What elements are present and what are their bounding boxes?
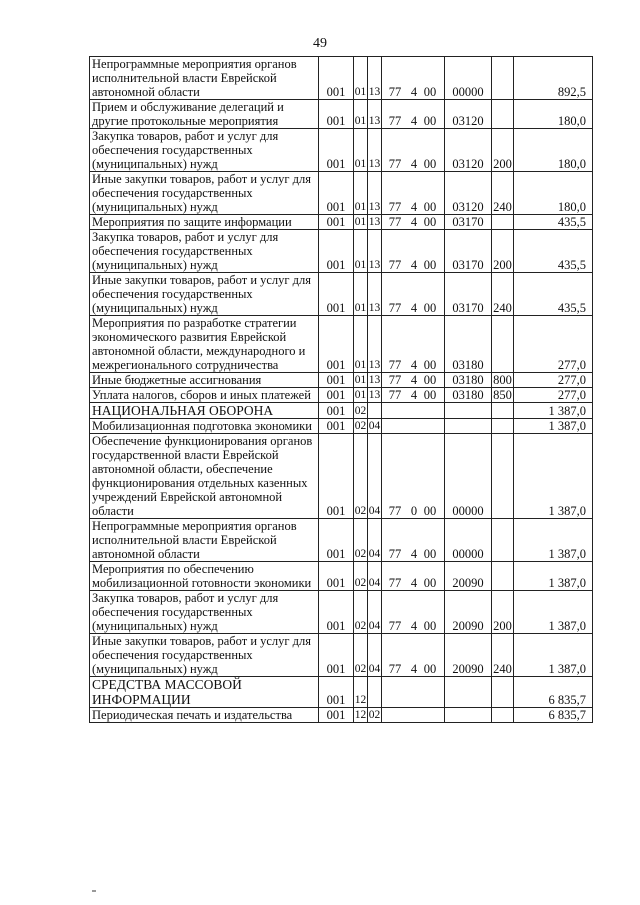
target-article-part: 77: [388, 547, 402, 561]
expense-type-code: [492, 57, 514, 100]
table-row: [90, 172, 593, 215]
target-article-part: 00: [423, 547, 437, 561]
target-article-code: [382, 419, 445, 434]
amount: 1 387,0: [514, 519, 593, 562]
target-article-part: 00: [423, 157, 437, 171]
subsection-code: 13: [368, 172, 382, 215]
row-name: Мероприятия по защите информации: [90, 215, 319, 230]
amount: 1 387,0: [514, 634, 593, 677]
subsection-code: 04: [368, 634, 382, 677]
target-article-part: 4: [410, 388, 418, 402]
target-article-part: 00: [423, 576, 437, 590]
subsection-code: 13: [368, 216, 381, 228]
target-article-part: 4: [410, 576, 418, 590]
target-article-part: 77: [388, 157, 402, 171]
target-article-part: 77: [388, 200, 402, 214]
subsection-code: 04: [368, 591, 382, 634]
table-row: [90, 273, 593, 316]
table-row: [90, 403, 593, 419]
row-name: Закупка товаров, работ и услуг для обеспечения государственных (муниципальных) нужд: [90, 591, 319, 634]
admin-code: 001: [319, 172, 354, 215]
target-article-part: 77: [388, 373, 402, 387]
target-article-part: 00: [423, 200, 437, 214]
page-number: 49: [313, 36, 327, 51]
admin-code: 001: [319, 388, 354, 403]
table-row: [90, 230, 593, 273]
subsection-code: 04: [368, 519, 382, 562]
expense-type-code: 850: [493, 388, 512, 402]
section-code: 01: [354, 216, 367, 228]
target-article-suffix: 03180: [445, 388, 492, 403]
target-article-part: 77: [388, 215, 402, 229]
row-name: Периодическая печать и издательства: [90, 708, 319, 723]
expense-type-code: [492, 562, 514, 591]
admin-code: 001: [319, 562, 354, 591]
pencil-mark: [92, 890, 96, 892]
target-article-suffix: 00000: [445, 519, 492, 562]
admin-code: 001: [319, 434, 354, 519]
amount: 1 387,0: [514, 562, 593, 591]
amount: 1 387,0: [514, 434, 593, 519]
section-code: 01: [354, 129, 368, 172]
expense-type-code: [492, 100, 514, 129]
subsection-code: [368, 677, 382, 708]
target-article-suffix: 03120: [445, 172, 492, 215]
target-article-part: 4: [410, 547, 418, 561]
section-code: 02: [354, 434, 368, 519]
target-article-part: 00: [423, 114, 437, 128]
target-article-code: [382, 591, 445, 634]
subsection-code: 04: [368, 562, 382, 591]
target-article-code: [382, 519, 445, 562]
target-article-part: 0: [410, 504, 418, 518]
row-name: Закупка товаров, работ и услуг для обеспечения государственных (муниципальных) нужд: [90, 230, 319, 273]
table-row: [90, 708, 593, 723]
expense-type-code: 240: [492, 634, 514, 677]
expense-type-code: [492, 708, 514, 723]
section-code: 02: [354, 519, 368, 562]
amount: 1 387,0: [514, 591, 593, 634]
expense-type-code: 800: [493, 373, 512, 387]
section-code: 02: [354, 562, 368, 591]
admin-code: 001: [319, 57, 354, 100]
expense-type-code: [492, 434, 514, 519]
budget-table: [89, 56, 593, 723]
target-article-part: 4: [410, 200, 418, 214]
target-article-suffix: 20090: [445, 634, 492, 677]
row-name: Мероприятия по разработке стратегии экономического развития Еврейской автономной области, международного и межрегионального сотрудничества: [90, 316, 319, 373]
table-row: [90, 419, 593, 434]
target-article-suffix: 03120: [445, 100, 492, 129]
target-article-part: 4: [410, 619, 418, 633]
budget-table-body: [90, 57, 593, 723]
target-article-code: [382, 403, 445, 419]
target-article-suffix: 03170: [445, 230, 492, 273]
section-code: 01: [354, 230, 368, 273]
amount: 435,5: [514, 215, 593, 230]
amount: 180,0: [514, 129, 593, 172]
section-code: 02: [354, 634, 368, 677]
target-article-suffix: 20090: [445, 562, 492, 591]
amount: 6 835,7: [514, 677, 593, 708]
table-row: [90, 591, 593, 634]
target-article-part: 77: [388, 662, 402, 676]
table-row: [90, 562, 593, 591]
amount: 180,0: [514, 172, 593, 215]
target-article-code: [382, 562, 445, 591]
target-article-suffix: [445, 708, 492, 723]
target-article-part: 00: [423, 301, 437, 315]
row-name: Иные закупки товаров, работ и услуг для обеспечения государственных (муниципальных) нужд: [90, 273, 319, 316]
target-article-part: 4: [410, 373, 418, 387]
subsection-code: 13: [368, 273, 382, 316]
subsection-code: 13: [368, 374, 381, 386]
admin-code: 001: [319, 708, 354, 723]
table-row: [90, 316, 593, 373]
subsection-code: 13: [368, 57, 382, 100]
section-code: 01: [354, 389, 367, 401]
row-name: Непрограммные мероприятия органов исполнительной власти Еврейской автономной области: [90, 519, 319, 562]
target-article-part: 77: [388, 504, 402, 518]
amount: 277,0: [514, 316, 593, 373]
admin-code: 001: [319, 100, 354, 129]
row-name: Мероприятия по обеспечению мобилизационной готовности экономики: [90, 562, 319, 591]
table-row: [90, 519, 593, 562]
amount: 435,5: [514, 230, 593, 273]
row-name: Непрограммные мероприятия органов исполнительной власти Еврейской автономной области: [90, 57, 319, 100]
subsection-code: 13: [368, 316, 382, 373]
target-article-part: 4: [410, 215, 418, 229]
target-article-suffix: 00000: [445, 434, 492, 519]
section-code: 02: [354, 403, 368, 419]
target-article-part: 00: [423, 85, 437, 99]
section-code: 02: [354, 420, 367, 432]
admin-code: 001: [319, 316, 354, 373]
target-article-code: [382, 373, 445, 388]
target-article-part: 77: [388, 388, 402, 402]
expense-type-code: 200: [492, 591, 514, 634]
amount: 6 835,7: [514, 708, 593, 723]
target-article-code: [382, 129, 445, 172]
admin-code: 001: [319, 519, 354, 562]
subsection-code: 04: [368, 420, 381, 432]
target-article-part: 4: [410, 258, 418, 272]
expense-type-code: [492, 519, 514, 562]
target-article-part: 4: [410, 301, 418, 315]
target-article-suffix: [445, 419, 492, 434]
admin-code: 001: [319, 591, 354, 634]
target-article-part: 77: [388, 301, 402, 315]
target-article-part: 77: [388, 258, 402, 272]
target-article-code: [382, 215, 445, 230]
admin-code: 001: [319, 403, 354, 419]
row-name: Обеспечение функционирования органов государственной власти Еврейской автономной области, обеспечение функционирования отдельных казенных учреждений Еврейской автономной области: [90, 434, 319, 519]
amount: 277,0: [514, 373, 593, 388]
row-name: Закупка товаров, работ и услуг для обеспечения государственных (муниципальных) нужд: [90, 129, 319, 172]
target-article-code: [382, 100, 445, 129]
expense-type-code: 200: [492, 129, 514, 172]
expense-type-code: 240: [492, 273, 514, 316]
target-article-part: 4: [410, 157, 418, 171]
target-article-suffix: 03170: [445, 215, 492, 230]
target-article-part: 77: [388, 358, 402, 372]
target-article-suffix: 03170: [445, 273, 492, 316]
target-article-code: [382, 172, 445, 215]
table-row: [90, 57, 593, 100]
admin-code: 001: [319, 634, 354, 677]
row-name: НАЦИОНАЛЬНАЯ ОБОРОНА: [90, 403, 319, 419]
target-article-part: 00: [423, 258, 437, 272]
target-article-code: [382, 677, 445, 708]
admin-code: 001: [319, 419, 354, 434]
target-article-part: 77: [388, 85, 402, 99]
table-row: [90, 634, 593, 677]
section-code: 01: [354, 374, 367, 386]
expense-type-code: [492, 419, 514, 434]
target-article-part: 4: [410, 114, 418, 128]
target-article-suffix: 00000: [445, 57, 492, 100]
target-article-part: 00: [423, 504, 437, 518]
target-article-part: 00: [423, 358, 437, 372]
target-article-suffix: 03180: [445, 373, 492, 388]
target-article-part: 77: [388, 576, 402, 590]
subsection-code: 13: [368, 389, 381, 401]
expense-type-code: [492, 403, 514, 419]
target-article-suffix: [445, 677, 492, 708]
subsection-code: 02: [368, 709, 381, 721]
admin-code: 001: [319, 129, 354, 172]
amount: 277,0: [514, 388, 593, 403]
section-code: 12: [354, 677, 368, 708]
subsection-code: [368, 403, 382, 419]
row-name: Иные закупки товаров, работ и услуг для обеспечения государственных (муниципальных) нужд: [90, 172, 319, 215]
row-name: Уплата налогов, сборов и иных платежей: [90, 388, 319, 403]
target-article-code: [382, 634, 445, 677]
table-row: [90, 677, 593, 708]
admin-code: 001: [319, 677, 354, 708]
expense-type-code: [492, 677, 514, 708]
target-article-suffix: [445, 403, 492, 419]
row-name: СРЕДСТВА МАССОВОЙ ИНФОРМАЦИИ: [90, 677, 319, 708]
table-row: [90, 100, 593, 129]
section-code: 01: [354, 100, 368, 129]
table-row: [90, 388, 593, 403]
target-article-part: 00: [423, 373, 437, 387]
admin-code: 001: [319, 373, 354, 388]
target-article-code: [382, 57, 445, 100]
expense-type-code: 240: [492, 172, 514, 215]
section-code: 12: [354, 709, 367, 721]
target-article-part: 00: [423, 215, 437, 229]
target-article-suffix: 03180: [445, 316, 492, 373]
target-article-code: [382, 434, 445, 519]
expense-type-code: 200: [492, 230, 514, 273]
section-code: 01: [354, 273, 368, 316]
admin-code: 001: [319, 273, 354, 316]
subsection-code: 13: [368, 100, 382, 129]
expense-type-code: [492, 316, 514, 373]
target-article-suffix: 20090: [445, 591, 492, 634]
table-row: [90, 434, 593, 519]
row-name: Иные бюджетные ассигнования: [90, 373, 319, 388]
row-name: Иные закупки товаров, работ и услуг для обеспечения государственных (муниципальных) нужд: [90, 634, 319, 677]
target-article-code: [382, 388, 445, 403]
section-code: 01: [354, 172, 368, 215]
subsection-code: 13: [368, 129, 382, 172]
target-article-part: 77: [388, 619, 402, 633]
target-article-suffix: 03120: [445, 129, 492, 172]
row-name: Прием и обслуживание делегаций и другие протокольные мероприятия: [90, 100, 319, 129]
target-article-part: 00: [423, 619, 437, 633]
target-article-part: 00: [423, 662, 437, 676]
table-row: [90, 373, 593, 388]
target-article-part: 77: [388, 114, 402, 128]
row-name: Мобилизационная подготовка экономики: [90, 419, 319, 434]
expense-type-code: [492, 215, 514, 230]
target-article-part: 00: [423, 388, 437, 402]
amount: 892,5: [514, 57, 593, 100]
table-row: [90, 215, 593, 230]
section-code: 01: [354, 57, 368, 100]
amount: 1 387,0: [514, 419, 593, 434]
admin-code: 001: [319, 215, 354, 230]
amount: 1 387,0: [514, 403, 593, 419]
target-article-code: [382, 230, 445, 273]
section-code: 02: [354, 591, 368, 634]
section-code: 01: [354, 316, 368, 373]
amount: 435,5: [514, 273, 593, 316]
subsection-code: 13: [368, 230, 382, 273]
target-article-part: 4: [410, 358, 418, 372]
target-article-code: [382, 708, 445, 723]
subsection-code: 04: [368, 434, 382, 519]
target-article-part: 4: [410, 662, 418, 676]
target-article-part: 4: [410, 85, 418, 99]
admin-code: 001: [319, 230, 354, 273]
target-article-code: [382, 273, 445, 316]
amount: 180,0: [514, 100, 593, 129]
target-article-code: [382, 316, 445, 373]
table-row: [90, 129, 593, 172]
